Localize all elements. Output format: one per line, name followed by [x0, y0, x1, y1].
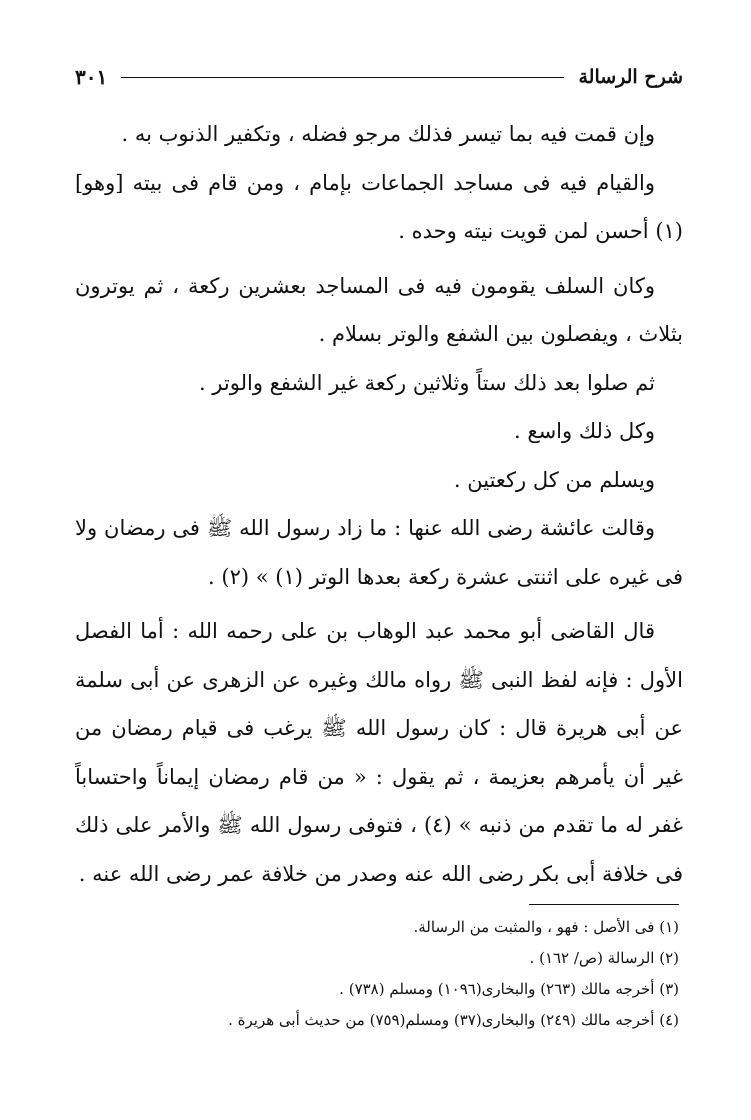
paragraph-8: قال القاضى أبو محمد عبد الوهاب بن على رحمه الله : أما الفصل الأول : فإنه لفظ النبى ﷺ رواه مالك وغيره عن الزهرى عن أبى سلمة عن أبى هريرة قال : كان رسول الله ﷺ يرغب فى قيام رمضان من غير أن يأمرهم بعزيمة ، ثم يقول : « من قام رمضان إيماناً واحتساباً غفر له ما تقدم من ذنبه » (٤) ، فتوفى رسول الله ﷺ والأمر على ذلك فى خلافة أبى بكر رضى الله عنه وصدر من خلافة عمر رضى الله عنه .	[75, 619, 683, 886]
footnote-3: (٣) أخرجه مالك (٢٦٣) والبخارى(١٠٩٦) ومسلم (٧٣٨) .	[339, 980, 679, 998]
paragraph-5: وكل ذلك واسع .	[514, 419, 655, 443]
page-header	[75, 62, 683, 92]
footnote-4: (٤) أخرجه مالك (٢٤٩) والبخارى(٣٧) ومسلم(٧٥٩) من حديث أبى هريرة .	[228, 1011, 679, 1029]
header-rule	[121, 77, 564, 78]
paragraph-3: وكان السلف يقومون فيه فى المساجد بعشرين ركعة ، ثم يوترون بثلاث ، ويفصلون بين الشفع والوتر بسلام .	[75, 273, 683, 346]
footnote-2: (٢) الرسالة (ص/ ١٦٢) .	[529, 949, 679, 967]
main-text	[75, 110, 683, 898]
footnote-1: (١) فى الأصل : فهو ، والمثبت من الرسالة.	[413, 918, 679, 936]
footnotes	[75, 912, 679, 1036]
page-number: ٣٠١	[75, 65, 108, 89]
footnote-divider	[529, 904, 679, 905]
paragraph-6: ويسلم من كل ركعتين .	[453, 467, 655, 492]
paragraph-4: ثم صلوا بعد ذلك ستاً وثلاثين ركعة غير الشفع والوتر .	[198, 370, 655, 395]
paragraph-2: والقيام فيه فى مساجد الجماعات بإمام ، ومن قام فى بيته [وهو] (١) أحسن لمن قويت نيته وحده .	[75, 170, 683, 243]
paragraph-1: وإن قمت فيه بما تيسر فذلك مرجو فضله ، وتكفير الذنوب به .	[121, 122, 655, 146]
running-title: شرح الرسالة	[578, 66, 683, 88]
paragraph-7: وقالت عائشة رضى الله عنها : ما زاد رسول الله ﷺ فى رمضان ولا فى غيره على اثنتى عشرة ركعة بعدها الوتر (١) » (٢) .	[75, 516, 683, 589]
